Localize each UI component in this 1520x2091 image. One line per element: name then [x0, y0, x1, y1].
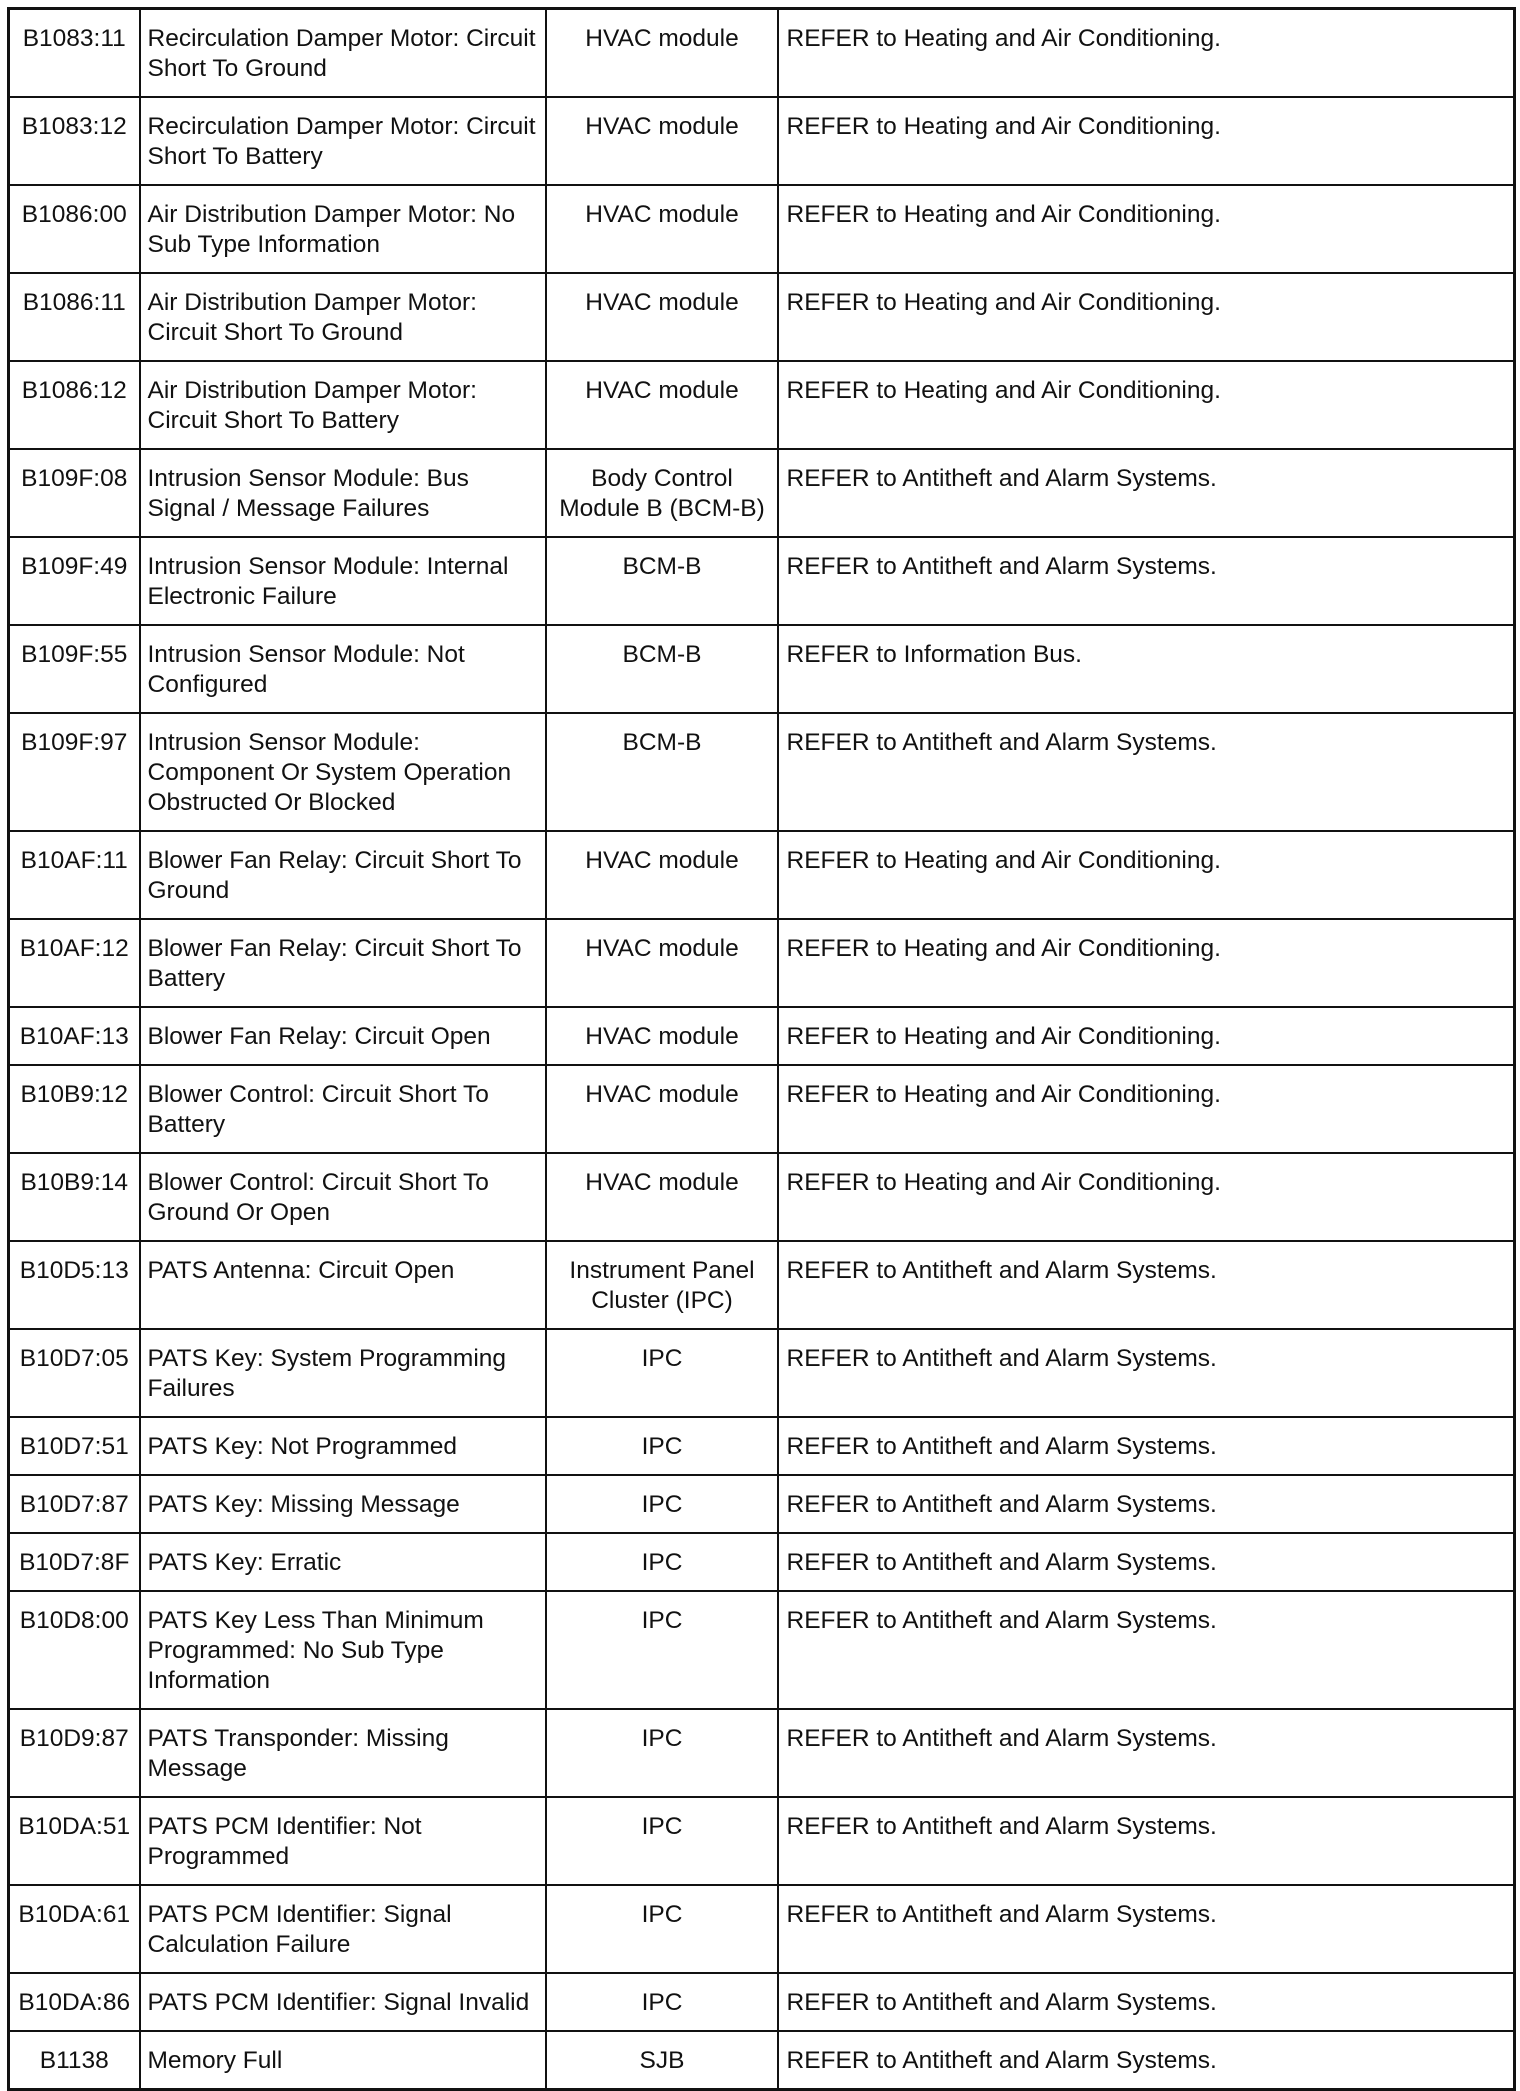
dtc-description: PATS Key: Not Programmed: [140, 1417, 546, 1475]
dtc-action: REFER to Antitheft and Alarm Systems.: [778, 1591, 1515, 1709]
table-row: [9, 1065, 1515, 1153]
dtc-code: B10AF:11: [9, 831, 140, 919]
dtc-code: B10B9:14: [9, 1153, 140, 1241]
table-row: [9, 1533, 1515, 1591]
dtc-code: B10D8:00: [9, 1591, 140, 1709]
table-row: [9, 97, 1515, 185]
dtc-module: HVAC module: [546, 9, 778, 98]
table-row: [9, 1007, 1515, 1065]
dtc-module: HVAC module: [546, 185, 778, 273]
dtc-description: Intrusion Sensor Module: Internal Electronic Failure: [140, 537, 546, 625]
dtc-action: REFER to Antitheft and Alarm Systems.: [778, 1329, 1515, 1417]
table-row: [9, 1973, 1515, 2031]
dtc-table: [7, 7, 1516, 2091]
dtc-code: B10AF:12: [9, 919, 140, 1007]
dtc-action: REFER to Heating and Air Conditioning.: [778, 1065, 1515, 1153]
dtc-action: REFER to Antitheft and Alarm Systems.: [778, 1709, 1515, 1797]
dtc-module: IPC: [546, 1417, 778, 1475]
dtc-module: HVAC module: [546, 1065, 778, 1153]
dtc-module: HVAC module: [546, 831, 778, 919]
dtc-action: REFER to Heating and Air Conditioning.: [778, 361, 1515, 449]
table-row: [9, 1475, 1515, 1533]
dtc-module: IPC: [546, 1797, 778, 1885]
dtc-description: Air Distribution Damper Motor: Circuit Short To Ground: [140, 273, 546, 361]
table-row: [9, 1709, 1515, 1797]
dtc-code: B10DA:51: [9, 1797, 140, 1885]
dtc-code: B1083:11: [9, 9, 140, 98]
dtc-description: Recirculation Damper Motor: Circuit Short To Battery: [140, 97, 546, 185]
dtc-description: Memory Full: [140, 2031, 546, 2090]
dtc-code: B10D7:87: [9, 1475, 140, 1533]
dtc-code: B109F:97: [9, 713, 140, 831]
dtc-code: B1138: [9, 2031, 140, 2090]
dtc-description: Air Distribution Damper Motor: No Sub Type Information: [140, 185, 546, 273]
dtc-action: REFER to Heating and Air Conditioning.: [778, 919, 1515, 1007]
table-row: [9, 1329, 1515, 1417]
dtc-action: REFER to Antitheft and Alarm Systems.: [778, 1885, 1515, 1973]
dtc-description: PATS Antenna: Circuit Open: [140, 1241, 546, 1329]
dtc-module: Body Control Module B (BCM-B): [546, 449, 778, 537]
dtc-code: B1086:00: [9, 185, 140, 273]
dtc-action: REFER to Antitheft and Alarm Systems.: [778, 1241, 1515, 1329]
dtc-action: REFER to Heating and Air Conditioning.: [778, 273, 1515, 361]
table-row: [9, 361, 1515, 449]
dtc-description: PATS PCM Identifier: Not Programmed: [140, 1797, 546, 1885]
table-row: [9, 831, 1515, 919]
dtc-action: REFER to Heating and Air Conditioning.: [778, 1153, 1515, 1241]
dtc-description: Intrusion Sensor Module: Component Or System Operation Obstructed Or Blocked: [140, 713, 546, 831]
dtc-action: REFER to Antitheft and Alarm Systems.: [778, 537, 1515, 625]
dtc-action: REFER to Heating and Air Conditioning.: [778, 185, 1515, 273]
dtc-action: REFER to Antitheft and Alarm Systems.: [778, 713, 1515, 831]
table-row: [9, 1153, 1515, 1241]
dtc-description: Recirculation Damper Motor: Circuit Short To Ground: [140, 9, 546, 98]
table-row: [9, 713, 1515, 831]
dtc-module: HVAC module: [546, 273, 778, 361]
dtc-action: REFER to Antitheft and Alarm Systems.: [778, 1973, 1515, 2031]
dtc-table-body: [9, 9, 1515, 2090]
dtc-action: REFER to Antitheft and Alarm Systems.: [778, 1475, 1515, 1533]
dtc-module: HVAC module: [546, 919, 778, 1007]
dtc-module: IPC: [546, 1885, 778, 1973]
table-row: [9, 537, 1515, 625]
dtc-code: B10D7:8F: [9, 1533, 140, 1591]
dtc-code: B10D7:51: [9, 1417, 140, 1475]
table-row: [9, 1591, 1515, 1709]
dtc-action: REFER to Antitheft and Alarm Systems.: [778, 449, 1515, 537]
dtc-action: REFER to Heating and Air Conditioning.: [778, 97, 1515, 185]
dtc-code: B10DA:86: [9, 1973, 140, 2031]
dtc-description: PATS Key Less Than Minimum Programmed: No Sub Type Information: [140, 1591, 546, 1709]
dtc-module: BCM-B: [546, 713, 778, 831]
dtc-description: PATS Transponder: Missing Message: [140, 1709, 546, 1797]
dtc-description: Blower Control: Circuit Short To Ground Or Open: [140, 1153, 546, 1241]
dtc-module: IPC: [546, 1475, 778, 1533]
table-row: [9, 2031, 1515, 2090]
dtc-description: PATS Key: Erratic: [140, 1533, 546, 1591]
table-row: [9, 449, 1515, 537]
dtc-code: B10AF:13: [9, 1007, 140, 1065]
dtc-module: HVAC module: [546, 361, 778, 449]
dtc-module: IPC: [546, 1533, 778, 1591]
dtc-action: REFER to Antitheft and Alarm Systems.: [778, 1417, 1515, 1475]
dtc-description: Air Distribution Damper Motor: Circuit Short To Battery: [140, 361, 546, 449]
table-row: [9, 1417, 1515, 1475]
dtc-description: PATS Key: System Programming Failures: [140, 1329, 546, 1417]
dtc-action: REFER to Heating and Air Conditioning.: [778, 9, 1515, 98]
dtc-code: B10DA:61: [9, 1885, 140, 1973]
dtc-description: PATS Key: Missing Message: [140, 1475, 546, 1533]
dtc-action: REFER to Heating and Air Conditioning.: [778, 831, 1515, 919]
dtc-module: IPC: [546, 1329, 778, 1417]
dtc-code: B10D5:13: [9, 1241, 140, 1329]
dtc-module: HVAC module: [546, 1153, 778, 1241]
dtc-module: BCM-B: [546, 625, 778, 713]
dtc-module: IPC: [546, 1973, 778, 2031]
dtc-description: Blower Control: Circuit Short To Battery: [140, 1065, 546, 1153]
table-row: [9, 273, 1515, 361]
dtc-code: B1086:12: [9, 361, 140, 449]
dtc-code: B109F:49: [9, 537, 140, 625]
table-row: [9, 1241, 1515, 1329]
dtc-module: HVAC module: [546, 1007, 778, 1065]
dtc-action: REFER to Information Bus.: [778, 625, 1515, 713]
dtc-module: IPC: [546, 1709, 778, 1797]
dtc-description: Blower Fan Relay: Circuit Open: [140, 1007, 546, 1065]
table-row: [9, 625, 1515, 713]
table-row: [9, 185, 1515, 273]
dtc-description: PATS PCM Identifier: Signal Invalid: [140, 1973, 546, 2031]
dtc-code: B1086:11: [9, 273, 140, 361]
dtc-description: Blower Fan Relay: Circuit Short To Battery: [140, 919, 546, 1007]
dtc-action: REFER to Heating and Air Conditioning.: [778, 1007, 1515, 1065]
dtc-description: Intrusion Sensor Module: Not Configured: [140, 625, 546, 713]
dtc-module: HVAC module: [546, 97, 778, 185]
dtc-code: B109F:55: [9, 625, 140, 713]
table-row: [9, 9, 1515, 98]
dtc-action: REFER to Antitheft and Alarm Systems.: [778, 2031, 1515, 2090]
dtc-description: PATS PCM Identifier: Signal Calculation Failure: [140, 1885, 546, 1973]
table-row: [9, 919, 1515, 1007]
dtc-action: REFER to Antitheft and Alarm Systems.: [778, 1533, 1515, 1591]
dtc-code: B10B9:12: [9, 1065, 140, 1153]
dtc-code: B109F:08: [9, 449, 140, 537]
table-row: [9, 1885, 1515, 1973]
dtc-code: B1083:12: [9, 97, 140, 185]
dtc-description: Intrusion Sensor Module: Bus Signal / Message Failures: [140, 449, 546, 537]
dtc-module: SJB: [546, 2031, 778, 2090]
dtc-code: B10D7:05: [9, 1329, 140, 1417]
dtc-code: B10D9:87: [9, 1709, 140, 1797]
dtc-module: Instrument Panel Cluster (IPC): [546, 1241, 778, 1329]
dtc-description: Blower Fan Relay: Circuit Short To Ground: [140, 831, 546, 919]
dtc-module: IPC: [546, 1591, 778, 1709]
dtc-module: BCM-B: [546, 537, 778, 625]
dtc-action: REFER to Antitheft and Alarm Systems.: [778, 1797, 1515, 1885]
